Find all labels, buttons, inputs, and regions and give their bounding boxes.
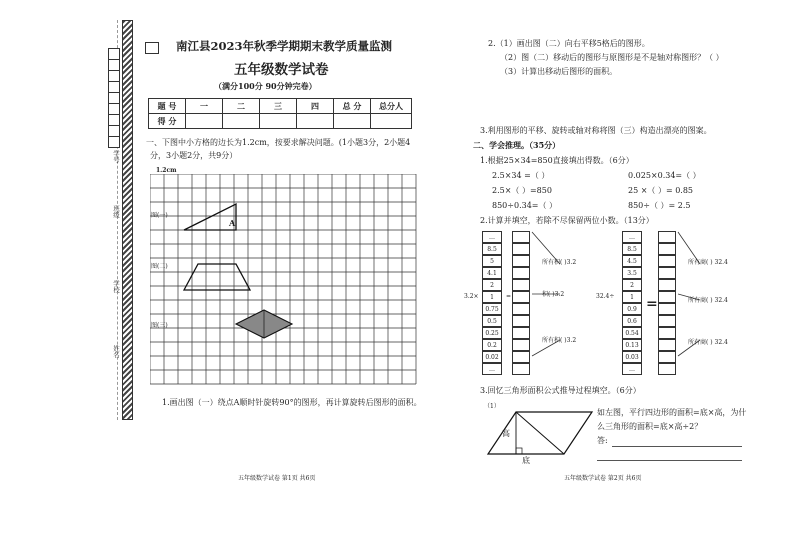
- answer-cell[interactable]: [512, 351, 530, 363]
- fill-row-3-left[interactable]: 850÷0.34=（ ）: [492, 201, 558, 210]
- section-2-question-2: 2.计算并填空，若除不尽保留两位小数。（13分）: [480, 216, 654, 225]
- column-value-cell: 3.5: [622, 267, 642, 279]
- answer-label: 答:: [597, 436, 608, 445]
- score-header-cell: 总 分: [334, 99, 371, 114]
- exam-title: 南江县2023年秋季学期期末教学质量监测: [176, 39, 393, 53]
- binding-label-class: 班级: [112, 205, 120, 218]
- question-1-1: 1.画出图（一）绕点A顺时针旋转90°的图形，再计算旋转后图形的面积。: [162, 398, 422, 407]
- column-value-cell: 1: [622, 291, 642, 303]
- parallelogram-diagram: [480, 403, 600, 468]
- answer-cell[interactable]: [512, 255, 530, 267]
- answer-cell[interactable]: [658, 243, 676, 255]
- column-value-cell: …: [482, 363, 502, 375]
- answer-cell[interactable]: [658, 327, 676, 339]
- quotient-answer-column[interactable]: [658, 231, 676, 375]
- column-value-cell: 5: [482, 255, 502, 267]
- score-header-cell: 二: [223, 99, 260, 114]
- column-value-cell: 1: [482, 291, 502, 303]
- score-header-cell: 题 号: [149, 99, 186, 114]
- column-value-cell: 0.03: [622, 351, 642, 363]
- sub-question-1: （1）: [484, 403, 500, 410]
- column-value-cell: 4.1: [482, 267, 502, 279]
- binding-label-student-id: 学号: [112, 150, 120, 163]
- answer-cell[interactable]: [512, 231, 530, 243]
- column-value-cell: 0.25: [482, 327, 502, 339]
- column-value-cell: 4.5: [622, 255, 642, 267]
- grid-unit-label: 1.2cm: [156, 167, 177, 174]
- seat-box[interactable]: [108, 136, 120, 148]
- score-row-label: 得 分: [149, 114, 186, 129]
- base-label: 底: [522, 456, 530, 465]
- left-label-top: 所有积( )3.2: [542, 259, 577, 266]
- divisor-column: [622, 231, 642, 375]
- answer-cell[interactable]: [512, 243, 530, 255]
- fill-row-1-right[interactable]: 0.025×0.34=（ ）: [628, 171, 701, 180]
- column-value-cell: 0.5: [482, 315, 502, 327]
- section-2-question-1: 1.根据25×34=850直接填出得数。（6分）: [480, 156, 634, 165]
- answer-cell[interactable]: [658, 303, 676, 315]
- column-value-cell: 0.02: [482, 351, 502, 363]
- square-grid[interactable]: [150, 174, 430, 386]
- answer-cell[interactable]: [658, 291, 676, 303]
- column-value-cell: …: [622, 231, 642, 243]
- answer-line-2[interactable]: [597, 460, 742, 461]
- answer-cell[interactable]: [658, 267, 676, 279]
- figure-3-label: 图(三): [151, 322, 168, 329]
- column-value-cell: 8.5: [482, 243, 502, 255]
- fill-row-3-right[interactable]: 850÷（ ）= 2.5: [628, 201, 691, 210]
- question-2-1: 2.（1）画出图（二）向右平移5格后的图形。: [488, 39, 650, 48]
- section-2-question-3: 3.回忆三角形面积公式推导过程填空。（6分）: [480, 386, 641, 395]
- height-label: 高: [502, 429, 510, 438]
- answer-cell[interactable]: [512, 291, 530, 303]
- column-value-cell: 0.13: [622, 339, 642, 351]
- figure-2-label: 图(二): [151, 263, 168, 270]
- column-value-cell: 0.6: [622, 315, 642, 327]
- answer-cell[interactable]: [658, 315, 676, 327]
- question-3-text-1: 如左图，平行四边形的面积=底×高，为什: [597, 408, 747, 417]
- score-header-cell: 三: [260, 99, 297, 114]
- answer-cell[interactable]: [658, 279, 676, 291]
- answer-cell[interactable]: [658, 351, 676, 363]
- answer-cell[interactable]: [512, 327, 530, 339]
- product-answer-column[interactable]: [512, 231, 530, 375]
- score-input-cell[interactable]: [186, 114, 223, 129]
- column-value-cell: …: [622, 363, 642, 375]
- equals-sign: =: [646, 296, 658, 312]
- score-header-cell: 四: [297, 99, 334, 114]
- answer-cell[interactable]: [512, 303, 530, 315]
- right-label-top: 所有商( ) 32.4: [688, 259, 728, 266]
- fill-row-1-left[interactable]: 2.5×34 =（ ）: [492, 171, 550, 180]
- fill-row-2-left[interactable]: 2.5×（ ）=850: [492, 186, 552, 195]
- score-input-cell[interactable]: [223, 114, 260, 129]
- point-a-label: A: [229, 218, 236, 228]
- column-value-cell: 2: [622, 279, 642, 291]
- column-value-cell: 0.9: [622, 303, 642, 315]
- multiplier-column: [482, 231, 502, 375]
- multiply-sign: =: [506, 293, 512, 300]
- question-2-3: （3）计算出移动后图形的面积。: [500, 67, 618, 76]
- exam-subtitle: 五年级数学试卷: [234, 62, 329, 78]
- right-divisor: 32.4÷: [596, 293, 615, 300]
- question-3-text-2: 么三角形的面积=底×高÷2？: [597, 422, 703, 431]
- binding-strip: [122, 20, 133, 420]
- question-1-intro: 一、下图中小方格的边长为1.2cm，按要求解决问题。(1小题3分，2小题4: [146, 138, 411, 147]
- left-label-mid: 积( )3.2: [542, 291, 565, 298]
- figure-1-label: 图(一): [151, 212, 168, 219]
- answer-cell[interactable]: [512, 279, 530, 291]
- score-input-cell[interactable]: [371, 114, 412, 129]
- column-value-cell: 0.2: [482, 339, 502, 351]
- score-header-cell: 总分人: [371, 99, 412, 114]
- score-input-cell[interactable]: [260, 114, 297, 129]
- column-value-cell: …: [482, 231, 502, 243]
- answer-cell[interactable]: [512, 267, 530, 279]
- left-multiplier: 3.2×: [464, 293, 479, 300]
- column-value-cell: 0.75: [482, 303, 502, 315]
- answer-cell[interactable]: [512, 339, 530, 351]
- column-value-cell: 8.5: [622, 243, 642, 255]
- question-2-2: （2）图（二）移动后的图形与原图形是不是轴对称图形？（ ）: [500, 53, 724, 62]
- score-input-cell[interactable]: [297, 114, 334, 129]
- score-note: （满分100分 90分钟完卷）: [214, 81, 317, 91]
- answer-cell[interactable]: [658, 231, 676, 243]
- seat-box-top[interactable]: [145, 42, 159, 54]
- left-label-bottom: 所有积( )3.2: [542, 337, 577, 344]
- right-label-bottom: 所有商( ) 32.4: [688, 339, 728, 346]
- answer-line-1[interactable]: [612, 446, 742, 447]
- answer-cell[interactable]: [658, 339, 676, 351]
- answer-cell[interactable]: [512, 363, 530, 375]
- score-input-cell[interactable]: [334, 114, 371, 129]
- binding-label-school: 学校: [112, 280, 120, 293]
- fill-row-2-right[interactable]: 25 ×（ ）= 0.85: [628, 186, 694, 195]
- right-label-mid: 所有商( ) 32.4: [688, 297, 728, 304]
- binding-label-name: 姓名: [112, 345, 120, 358]
- answer-cell[interactable]: [658, 363, 676, 375]
- column-value-cell: 0.54: [622, 327, 642, 339]
- question-3: 3.利用图形的平移、旋转或轴对称将图（三）构造出漂亮的图案。: [480, 126, 712, 135]
- left-page-footer: 五年级数学试卷 第1页 共6页: [238, 475, 316, 482]
- question-1-intro-cont: 分，3小题2分，共9分）: [150, 151, 238, 160]
- section-2-heading: 二、学会推理。（35分）: [473, 140, 561, 150]
- score-table: [148, 98, 412, 129]
- column-value-cell: 2: [482, 279, 502, 291]
- answer-cell[interactable]: [658, 255, 676, 267]
- right-page-footer: 五年级数学试卷 第2页 共6页: [564, 475, 642, 482]
- score-header-cell: 一: [186, 99, 223, 114]
- answer-cell[interactable]: [512, 315, 530, 327]
- left-arrows: [530, 228, 570, 368]
